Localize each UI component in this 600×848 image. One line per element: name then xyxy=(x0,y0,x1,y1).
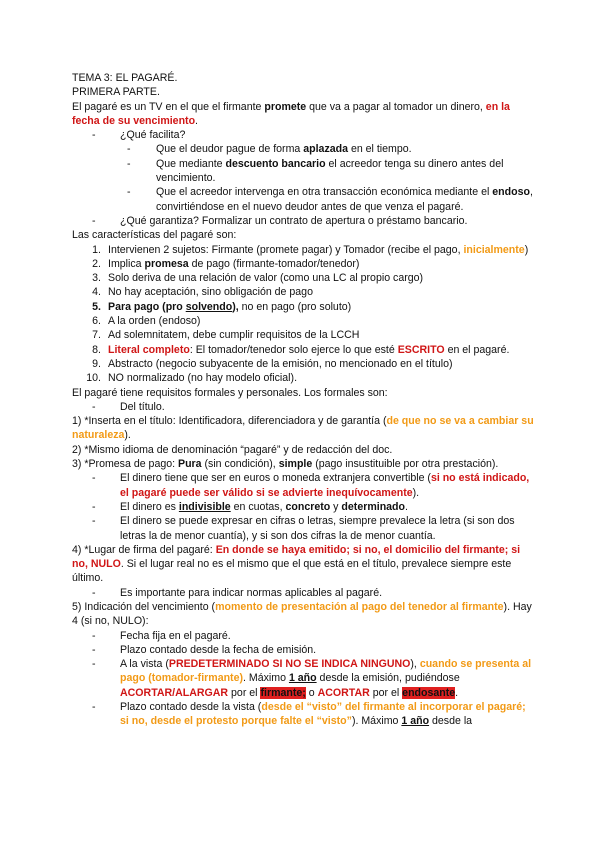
list-item: 4. No hay aceptación, sino obligación de pago xyxy=(92,286,313,299)
list-item: - Plazo contado desde la fecha de emisión. xyxy=(92,643,317,656)
part-heading: PRIMERA PARTE. xyxy=(72,86,160,99)
list-item: 5. Para pago (pro solvendo), no en pago (pro soluto) xyxy=(92,300,352,313)
list-item: 2. Implica promesa de pago (firmante-tomador/tenedor) xyxy=(92,257,360,270)
requisito-4: 4) *Lugar de firma del pagaré: En donde se haya emitido; si no, el domicilio del firmante; si no, NULO. Si el lugar real no es el mismo que el que está en el título, prevalece siempre este último. xyxy=(72,543,521,585)
requisito-1: 1) *Inserta en el título: Identificadora, diferenciadora y de garantía (de que no se va a cambiar su naturaleza). xyxy=(72,415,534,442)
garantiza-question: - ¿Qué garantiza? Formalizar un contrato de apertura o préstamo bancario. xyxy=(92,214,468,227)
requisito-3: 3) *Promesa de pago: Pura (sin condición), simple (pago insustituible por otra prestación). xyxy=(72,458,499,471)
doc-title: TEMA 3: EL PAGARÉ. xyxy=(72,72,178,84)
list-item: 1. Intervienen 2 sujetos: Firmante (promete pagar) y Tomador (recibe el pago, inicialmente) xyxy=(92,243,529,256)
requisito-2: 2) *Mismo idioma de denominación “pagaré” y de redacción del doc. xyxy=(72,443,393,456)
list-item: - El dinero se puede expresar en cifras o letras, siempre prevalece la letra (si son dos letras la de menor cuantía), y si son dos cifras la de menor cuantía. xyxy=(92,515,515,542)
list-item: 10. NO normalizado (no hay modelo oficial). xyxy=(86,372,298,385)
list-item: - Plazo contado desde la vista (desde el “visto” del firmante al incorporar el pagaré; si no, desde el protesto porque falte el “visto”). Máximo 1 año desde la xyxy=(92,701,526,728)
list-item: 9. Abstracto (negocio subyacente de la emisión, no mencionado en el título) xyxy=(92,357,453,370)
caracteristicas-intro: Las características del pagaré son: xyxy=(72,229,237,242)
facilita-question: - ¿Qué facilita? xyxy=(92,129,186,142)
list-item: 6. A la orden (endoso) xyxy=(92,315,201,328)
list-item: - El dinero es indivisible en cuotas, concreto y determinado. xyxy=(92,500,408,513)
list-item: 3. Solo deriva de una relación de valor (como una LC al propio cargo) xyxy=(92,272,424,285)
intro-paragraph: El pagaré es un TV en el que el firmante promete que va a pagar al tomador un dinero, en la fecha de su vencimiento. xyxy=(72,100,510,127)
list-item: - Del título. xyxy=(92,400,165,413)
list-item: - Es importante para indicar normas aplicables al pagaré. xyxy=(92,586,383,599)
list-item: - Que el deudor pague de forma aplazada en el tiempo. xyxy=(127,143,412,156)
requisito-5: 5) Indicación del vencimiento (momento de presentación al pago del tenedor al firmante). Hay 4 (si no, NULO): xyxy=(72,600,532,628)
list-item: 7. Ad solemnitatem, debe cumplir requisitos de la LCCH xyxy=(92,329,360,342)
list-item: - Que el acreedor intervenga en otra transacción económica mediante el endoso, convirtiéndose en el nuevo deudor antes de que venza el pagaré. xyxy=(127,186,533,213)
list-item: - El dinero tiene que ser en euros o moneda extranjera convertible (si no está indicado, el pagaré puede ser válido si se advierte inequívocamente). xyxy=(92,472,530,499)
document-page xyxy=(72,71,534,729)
list-item: - A la vista (PREDETERMINADO SI NO SE INDICA NINGUNO), cuando se presenta al pago (tomador-firmante). Máximo 1 año desde la emisión, pudiéndose ACORTAR/ALARGAR por el firmante; o ACORTAR por el endosante. xyxy=(92,658,532,699)
list-item: 8. Literal completo: El tomador/tenedor solo ejerce lo que esté ESCRITO en el pagaré. xyxy=(92,343,510,356)
list-item: - Que mediante descuento bancario el acreedor tenga su dinero antes del vencimiento. xyxy=(127,157,504,185)
list-item: - Fecha fija en el pagaré. xyxy=(92,629,231,642)
requisitos-intro: El pagaré tiene requisitos formales y personales. Los formales son: xyxy=(72,386,388,399)
